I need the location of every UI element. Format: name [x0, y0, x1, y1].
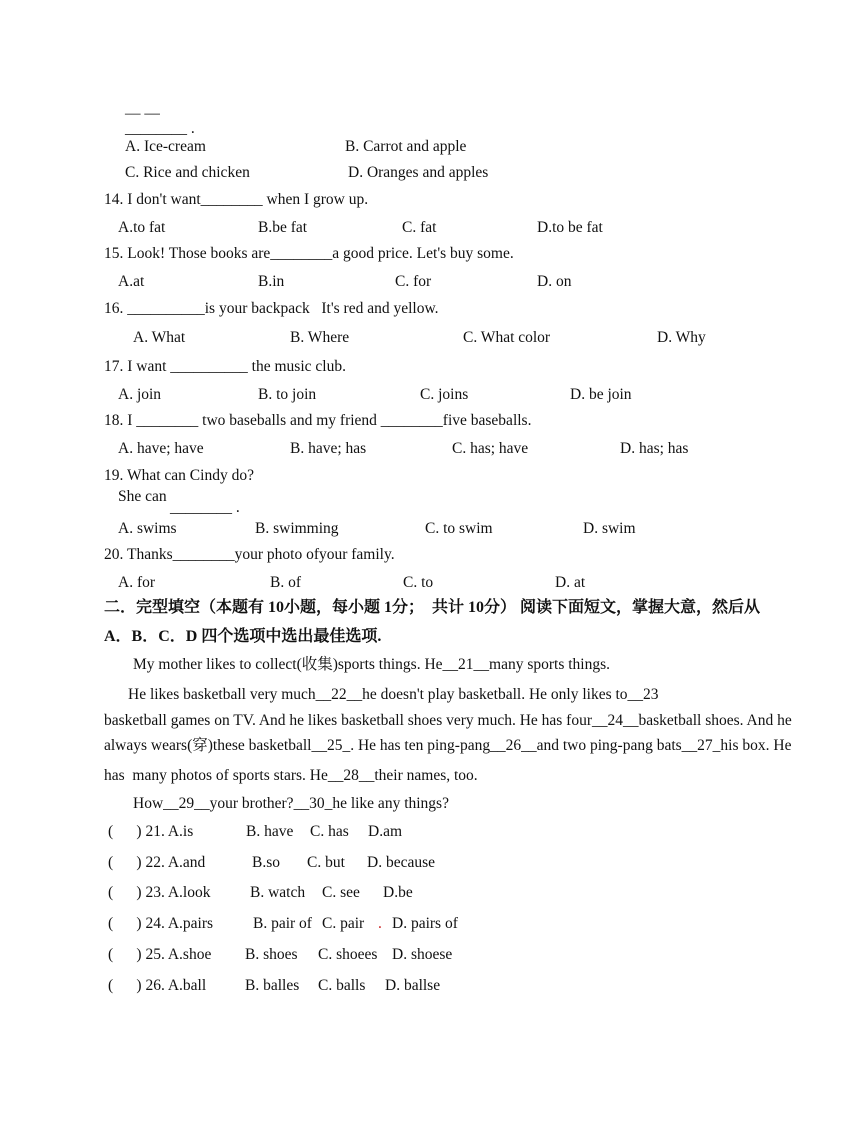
cloze-q26-seg-0: ( ) 26. A.ball	[108, 977, 207, 994]
q17-options-seg-2: C. joins	[420, 386, 469, 403]
q17-options-seg-1: B. to join	[258, 386, 317, 403]
cloze-q21-seg-2: C. has	[310, 823, 349, 840]
q15-options-seg-3: D. on	[537, 273, 572, 290]
q13-options-row-1-seg-1: B. Carrot and apple	[345, 138, 467, 155]
cloze-q22-seg-0: ( ) 22. A.and	[108, 854, 206, 871]
cloze-q25-seg-2: C. shoees	[318, 946, 378, 963]
q17-stem: 17. I want __________ the music club.	[104, 358, 346, 375]
q16-options-seg-3: D. Why	[657, 329, 706, 346]
cloze-passage-line-1: My mother likes to collect(收集)sports things. He__21__many sports things.	[133, 656, 611, 673]
q20-options-seg-3: D. at	[555, 574, 586, 591]
q20-stem: 20. Thanks________your photo ofyour family.	[104, 546, 395, 563]
q13-options-row-1-seg-0: A. Ice-cream	[125, 138, 206, 155]
cloze-q24-seg-0: ( ) 24. A.pairs	[108, 915, 214, 932]
q15-stem: 15. Look! Those books are________a good price. Let's buy some.	[104, 245, 514, 262]
q18-stem: 18. I ________ two baseballs and my friend ________five baseballs.	[104, 412, 532, 429]
q19-stem: 19. What can Cindy do?	[104, 467, 254, 484]
q15-options-seg-2: C. for	[395, 273, 432, 290]
q13-blank: ________ .	[125, 120, 195, 137]
cloze-q22-seg-2: C. but	[307, 854, 345, 871]
cloze-q25-seg-3: D. shoese	[392, 946, 453, 963]
q15-options-seg-1: B.in	[258, 273, 285, 290]
section-2-header-line-1: 二．完型填空（本题有 10小题，每小题 1分； 共计 10分） 阅读下面短文，掌握大意，然后从	[104, 599, 761, 616]
q18-options-seg-2: C. has; have	[452, 440, 529, 457]
q13-fragment: — —	[125, 105, 160, 122]
cloze-q26-seg-2: C. balls	[318, 977, 366, 994]
cloze-q24-seg-2: C. pair	[322, 915, 365, 932]
q14-options-seg-1: B.be fat	[258, 219, 308, 236]
q19-blank: ________ .	[170, 499, 240, 516]
q14-stem: 14. I don't want________ when I grow up.	[104, 191, 369, 208]
cloze-passage-line-2: He likes basketball very much__22__he doesn't play basketball. He only likes to__23	[128, 686, 659, 703]
q14-options-seg-2: C. fat	[402, 219, 437, 236]
cloze-q23-seg-2: C. see	[322, 884, 360, 901]
cloze-q26-seg-3: D. ballse	[385, 977, 441, 994]
q18-options-seg-1: B. have; has	[290, 440, 367, 457]
cloze-q23-seg-0: ( ) 23. A.look	[108, 884, 211, 901]
q18-options-seg-3: D. has; has	[620, 440, 689, 457]
cloze-q21-seg-1: B. have	[246, 823, 294, 840]
q16-stem: 16. __________is your backpack It's red and yellow.	[104, 300, 439, 317]
section-2-header-line-2: A．B．C．D 四个选项中选出最佳选项.	[104, 628, 382, 645]
q15-options-seg-0: A.at	[118, 273, 145, 290]
q14-options-seg-0: A.to fat	[118, 219, 166, 236]
cloze-passage-line-3: basketball games on TV. And he likes basketball shoes very much. He has four__24__basketball shoes. And he	[104, 712, 792, 729]
q20-options-seg-2: C. to	[403, 574, 434, 591]
cloze-passage-line-4: always wears(穿)these basketball__25_. He has ten ping-pang__26__and two ping-pang bats__27_his box. He	[104, 737, 792, 754]
cloze-q23-seg-3: D.be	[383, 884, 413, 901]
cloze-q26-seg-1: B. balles	[245, 977, 300, 994]
cloze-q25-seg-0: ( ) 25. A.shoe	[108, 946, 212, 963]
cloze-q23-seg-1: B. watch	[250, 884, 306, 901]
cloze-q22-seg-1: B.so	[252, 854, 280, 871]
q19-options-seg-3: D. swim	[583, 520, 636, 537]
q20-options-seg-0: A. for	[118, 574, 156, 591]
q19-options-seg-0: A. swims	[118, 520, 177, 537]
cloze-passage-line-6: How__29__your brother?__30_he like any things?	[133, 795, 449, 812]
q13-options-row-2-seg-0: C. Rice and chicken	[125, 164, 250, 181]
cloze-q22-seg-3: D. because	[367, 854, 435, 871]
cloze-q24-seg-1: B. pair of	[253, 915, 312, 932]
q18-options-seg-0: A. have; have	[118, 440, 204, 457]
cloze-passage-line-5: has many photos of sports stars. He__28__their names, too.	[104, 767, 478, 784]
cloze-q25-seg-1: B. shoes	[245, 946, 298, 963]
q16-options-seg-2: C. What color	[463, 329, 551, 346]
cloze-q21-seg-0: ( ) 21. A.is	[108, 823, 194, 840]
q16-options-seg-0: A. What	[133, 329, 186, 346]
q17-options-seg-3: D. be join	[570, 386, 632, 403]
q14-options-seg-3: D.to be fat	[537, 219, 603, 236]
q16-options-seg-1: B. Where	[290, 329, 350, 346]
q20-options-seg-1: B. of	[270, 574, 301, 591]
q19-options-seg-2: C. to swim	[425, 520, 493, 537]
q19-options-seg-1: B. swimming	[255, 520, 339, 537]
q17-options-seg-0: A. join	[118, 386, 162, 403]
q19-stem-2: She can	[118, 488, 167, 505]
cloze-q21-seg-3: D.am	[368, 823, 403, 840]
cloze-q24-seg-4: D. pairs of	[392, 915, 458, 932]
cloze-q24-seg-3: .	[378, 915, 382, 932]
q13-options-row-2-seg-1: D. Oranges and apples	[348, 164, 489, 181]
